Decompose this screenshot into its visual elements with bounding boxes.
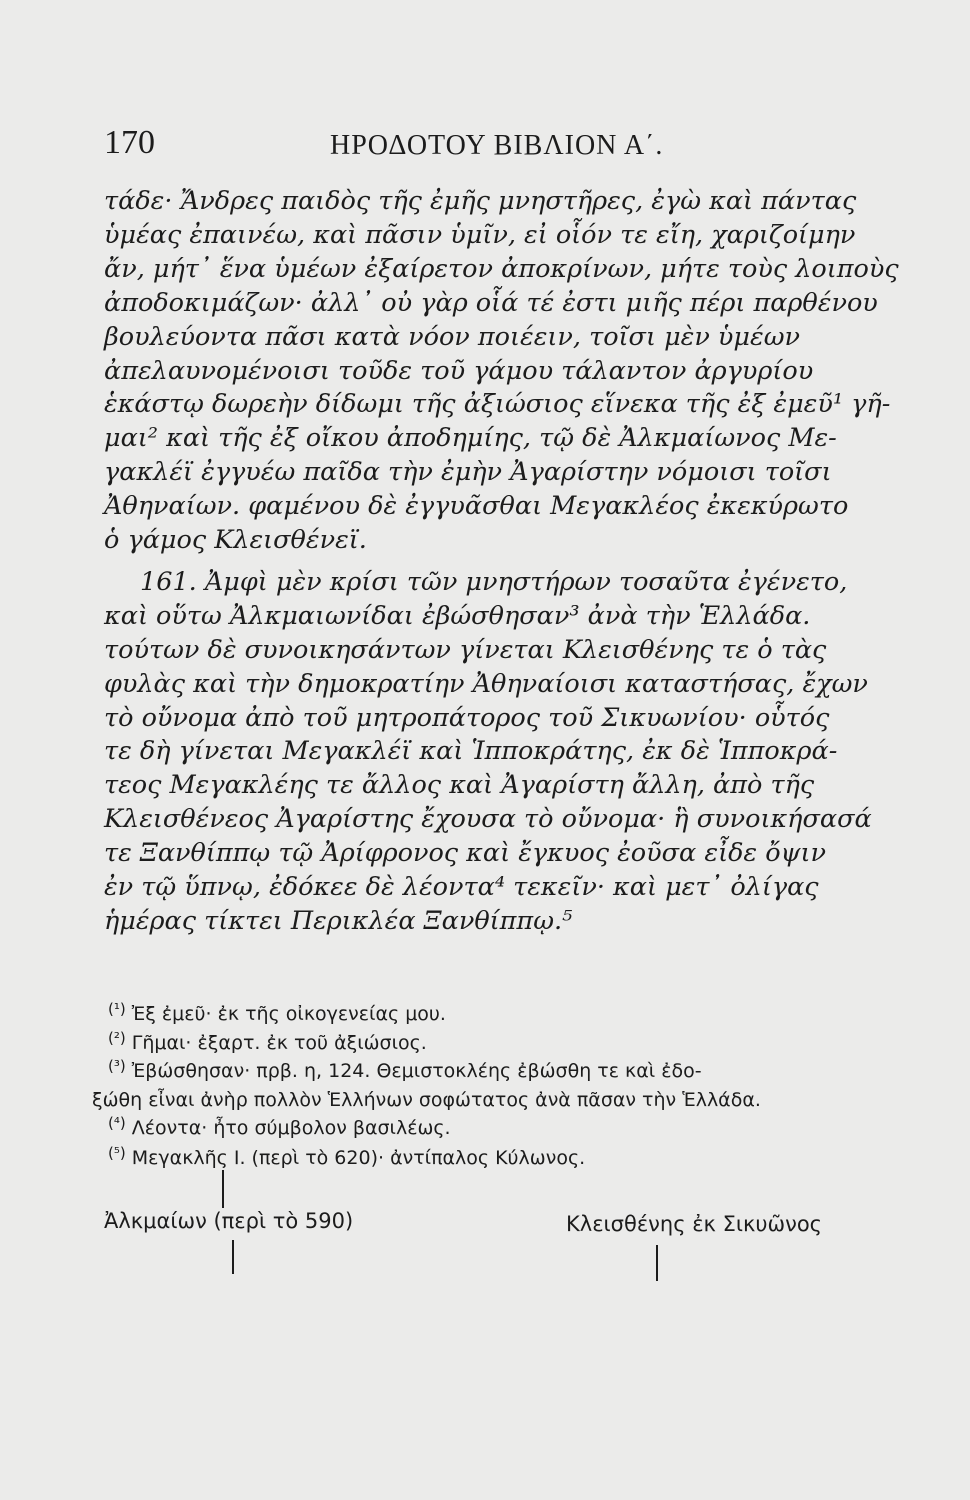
footnote (108, 1144, 585, 1169)
genealogy-right-label: Κλεισθένης ἐκ Σικυῶνος (566, 1212, 822, 1236)
text-line: ἀποδοκιμάζων· ἀλλ᾿ οὐ γὰρ οἷά τέ ἐστι μιῆς πέρι παρθένου (104, 287, 878, 318)
page-number: 170 (104, 124, 155, 161)
footnote-number: (⁵) (108, 1144, 126, 1162)
text-line: Ἀθηναίων. φαμένου δὲ ἐγγυᾶσθαι Μεγακλέος ἐκεκύρωτο (104, 491, 849, 522)
text-line: τάδε· Ἄνδρες παιδὸς τῆς ἐμῆς μνηστῆρες, ἐγὼ καὶ πάντας (104, 186, 857, 216)
footnote (108, 1057, 702, 1082)
text-line: φυλὰς καὶ τὴν δημοκρατίην Ἀθηναίοισι καταστήσας, ἔχων (104, 668, 868, 699)
genealogy-stem-top (222, 1170, 224, 1208)
footnote (108, 1029, 427, 1054)
text-line: τούτων δὲ συνοικησάντων γίνεται Κλεισθένης τε ὁ τὰς (104, 634, 827, 665)
footnote-text: Ἐξ ἐμεῦ· ἐκ τῆς οἰκογενείας μου. (131, 1003, 446, 1025)
text-line: τὸ οὔνομα ἀπὸ τοῦ μητροπάτορος τοῦ Σικυωνίου· οὗτός (104, 702, 830, 733)
genealogy-left-label: Ἀλκμαίων (περὶ τὸ 590) (104, 1209, 354, 1233)
footnote-text: ξώθη εἶναι ἀνὴρ πολλὸν Ἑλλήνων σοφώτατος ἀνὰ πᾶσαν τὴν Ἑλλάδα. (92, 1089, 761, 1111)
text-line: ἑκάστῳ δωρεὴν δίδωμι τῆς ἀξιώσιος εἵνεκα τῆς ἐξ ἐμεῦ¹ γῆ- (104, 389, 891, 420)
footnote-text: Ἐβώσθησαν· πρβ. η, 124. Θεμιστοκλέης ἐβώσθη τε καὶ ἐδο- (131, 1060, 702, 1082)
text-line: τε Ξανθίππῳ τῷ Ἀρίφρονος καὶ ἔγκυος ἐοῦσα εἶδε ὄψιν (104, 838, 827, 869)
footnote-number: (⁴) (108, 1114, 126, 1132)
text-line: βουλεύοντα πᾶσι κατὰ νόον ποιέειν, τοῖσι μὲν ὑμέων (104, 321, 800, 352)
footnote (108, 1114, 451, 1139)
footnote-text: Γῆμαι· ἐξαρτ. ἐκ τοῦ ἀξιώσιος. (131, 1032, 427, 1054)
text-line: μαι² καὶ τῆς ἐξ οἴκου ἀποδημίης, τῷ δὲ Ἀλκμαίωνος Με- (104, 423, 837, 454)
text-line: ἀπελαυνομένοισι τοῦδε τοῦ γάμου τάλαντον ἀργυρίου (104, 355, 814, 386)
footnote-number: (³) (108, 1057, 126, 1075)
footnote-text: Λέοντα· ἦτο σύμβολον βασιλέως. (131, 1117, 451, 1139)
text-line: γακλέϊ ἐγγυέω παῖδα τὴν ἐμὴν Ἀγαρίστην νόμοισι τοῖσι (104, 457, 832, 488)
text-line: 161. Ἀμφὶ μὲν κρίσι τῶν μνηστήρων τοσαῦτα ἐγένετο, (140, 566, 848, 597)
text-line: ὁ γάμος Κλεισθένεϊ. (104, 525, 367, 555)
genealogy-stem-left-bottom (232, 1240, 234, 1274)
text-line: ὑμέας ἐπαινέω, καὶ πᾶσιν ὑμῖν, εἰ οἷόν τε εἴη, χαριζοίμην (104, 219, 856, 250)
genealogy-stem-right-bottom (656, 1245, 658, 1281)
footnote (92, 1086, 761, 1111)
text-line: ἡμέρας τίκτει Περικλέα Ξανθίππῳ.⁵ (104, 905, 573, 936)
footnote-text: Μεγακλῆς Ι. (περὶ τὸ 620)· ἀντίπαλος Κύλωνος. (131, 1147, 586, 1169)
text-line: καὶ οὕτω Ἀλκμαιωνίδαι ἐβώσθησαν³ ἀνὰ τὴν Ἑλλάδα. (104, 600, 811, 631)
footnote (108, 1000, 446, 1025)
running-head: ΗΡΟΔΟΤΟΥ ΒΙΒΛΙΟΝ Α΄. (330, 130, 664, 161)
text-line: τε δὴ γίνεται Μεγακλέϊ καὶ Ἱπποκράτης, ἐκ δὲ Ἱπποκρά- (104, 736, 838, 767)
text-line: ἄν, μήτ᾿ ἕνα ὑμέων ἐξαίρετον ἀποκρίνων, μήτε τοὺς λοιποὺς (104, 253, 899, 284)
text-line: τεος Μεγακλέης τε ἄλλος καὶ Ἀγαρίστη ἄλλη, ἀπὸ τῆς (104, 770, 815, 801)
text-line: ἐν τῷ ὕπνῳ, ἐδόκεε δὲ λέοντα⁴ τεκεῖν· καὶ μετ᾿ ὀλίγας (104, 872, 819, 902)
text-line: Κλεισθένεος Ἀγαρίστης ἔχουσα τὸ οὔνομα· ἣ συνοικήσασά (104, 804, 872, 835)
footnote-number: (²) (108, 1029, 126, 1047)
footnote-number: (¹) (108, 1000, 126, 1018)
